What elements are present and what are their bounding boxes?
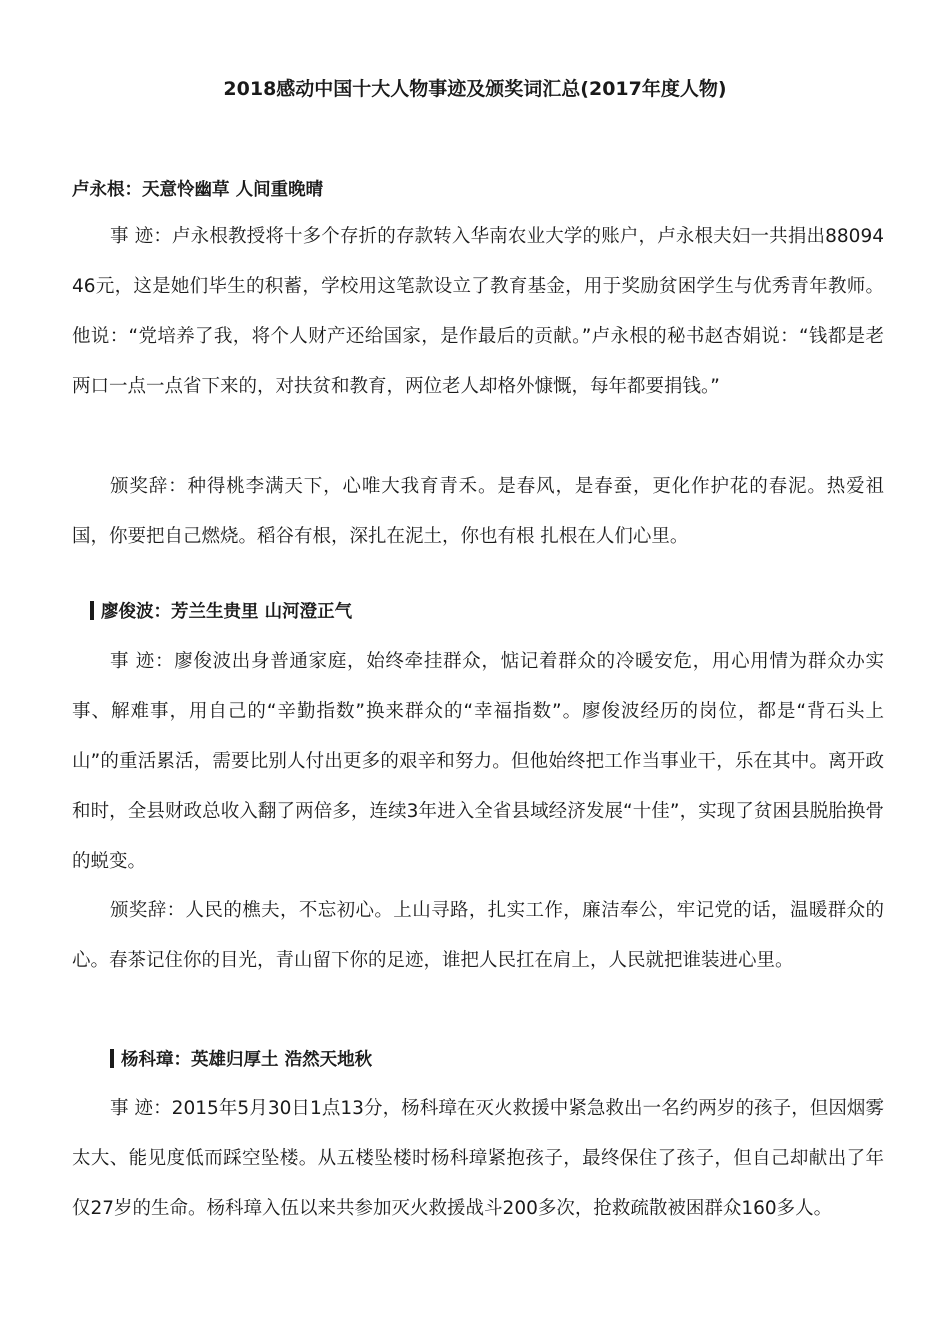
section-heading-text: 廖俊波：芳兰生贵里 山河澄正气	[101, 602, 353, 622]
section-award-lu-yonggen: 颁奖辞：种得桃李满天下，心唯大我育青禾。是春风，是春蚕，更化作护花的春泥。热爱祖国，你要把自己燃烧。稻谷有根，深扎在泥土，你也有根 扎根在人们心里。	[72, 476, 884, 547]
heading-marker-bar	[90, 601, 94, 620]
document-title: 2018感动中国十大人物事迹及颁奖词汇总(2017年度人物)	[223, 78, 727, 100]
section-deeds-yang-kezhang: 事 迹：2015年5月30日1点13分，杨科璋在灭火救援中紧急救出一名约两岁的孩子，但因烟雾太大、能见度低而踩空坠楼。从五楼坠楼时杨科璋紧抱孩子，最终保住了孩子，但自己却献出了年仅27岁的生命。杨科璋入伍以来共参加灭火救援战斗200多次，抢救疏散被困群众160多人。	[72, 1098, 884, 1219]
section-deeds-lu-yonggen: 事 迹：卢永根教授将十多个存折的存款转入华南农业大学的账户，卢永根夫妇一共捐出8809446元，这是她们毕生的积蓄，学校用这笔款设立了教育基金，用于奖励贫困学生与优秀青年教师。他说：“党培养了我，将个人财产还给国家，是作最后的贡献。”卢永根的秘书赵杏娟说：“钱都是老两口一点一点省下来的，对扶贫和教育，两位老人却格外慷慨，每年都要捐钱。”	[72, 226, 884, 397]
section-heading-liao-junbo	[90, 598, 352, 623]
section-heading-yang-kezhang	[110, 1046, 372, 1071]
section-heading-text: 杨科璋：英雄归厚土 浩然天地秋	[121, 1050, 373, 1070]
heading-marker-bar	[110, 1049, 114, 1068]
section-award-liao-junbo: 颁奖辞：人民的樵夫，不忘初心。上山寻路，扎实工作，廉洁奉公，牢记党的话，温暖群众的心。春茶记住你的目光，青山留下你的足迹，谁把人民扛在肩上，人民就把谁装进心里。	[72, 900, 884, 971]
section-heading-lu-yonggen: 卢永根：天意怜幽草 人间重晚晴	[72, 180, 324, 200]
section-deeds-liao-junbo: 事 迹：廖俊波出身普通家庭，始终牵挂群众，惦记着群众的冷暖安危，用心用情为群众办实事、解难事，用自己的“辛勤指数”换来群众的“幸福指数”。廖俊波经历的岗位，都是“背石头上山”的重活累活，需要比别人付出更多的艰辛和努力。但他始终把工作当事业干，乐在其中。离开政和时，全县财政总收入翻了两倍多，连续3年进入全省县域经济发展“十佳”，实现了贫困县脱胎换骨的蜕变。	[72, 651, 884, 872]
